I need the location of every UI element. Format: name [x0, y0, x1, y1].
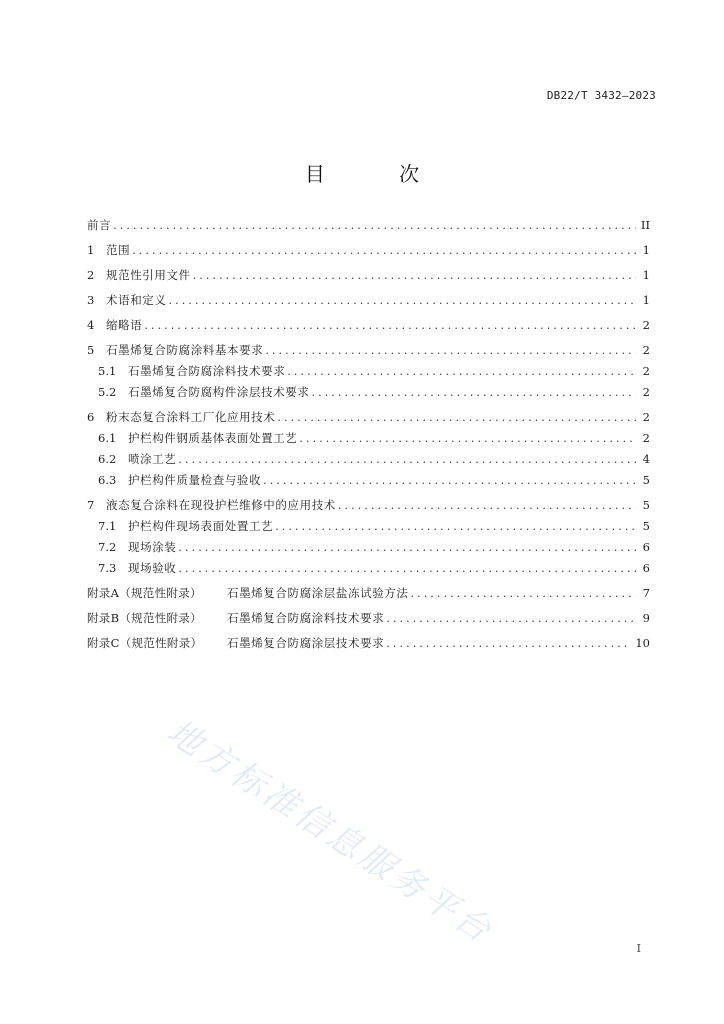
page-number: I: [636, 942, 641, 955]
toc-entry[interactable]: [87, 452, 650, 467]
toc-entry-title: 术语和定义: [106, 293, 167, 307]
toc-entry[interactable]: [87, 498, 650, 513]
toc-entry-title: 前言: [87, 218, 112, 232]
toc-entry-page: 9: [642, 611, 650, 625]
toc-entry[interactable]: [87, 243, 650, 258]
toc-entry-number: 7.2: [98, 540, 117, 554]
toc-leader-dots: [113, 219, 636, 233]
toc-entry-page: 6: [642, 540, 650, 554]
toc-entry-number: 附录A（规范性附录）: [87, 586, 202, 600]
toc-entry-page: 5: [642, 473, 650, 487]
toc-entry-number: 2: [87, 268, 95, 282]
toc-leader-dots: [312, 386, 637, 400]
toc-entry-title: 石墨烯复合防腐涂料技术要求: [227, 611, 385, 625]
toc-entry-number: 5.2: [98, 385, 117, 399]
toc-entry[interactable]: [87, 343, 650, 358]
toc-leader-dots: [287, 365, 636, 379]
toc-entry[interactable]: [87, 218, 650, 233]
toc-entry-title: 缩略语: [106, 318, 143, 332]
toc-entry-number: 7: [87, 498, 95, 512]
toc-entry[interactable]: [87, 431, 650, 446]
toc-entry-number: 1: [87, 243, 95, 257]
toc-entry-title: 护栏构件现场表面处置工艺: [128, 519, 274, 533]
toc-entry[interactable]: [87, 540, 650, 555]
toc-entry[interactable]: [87, 293, 650, 308]
toc-entry-number: 5.1: [98, 364, 117, 378]
toc-entry[interactable]: [87, 268, 650, 283]
table-of-contents: [87, 218, 650, 651]
toc-leader-dots: [144, 319, 636, 333]
toc-entry[interactable]: [87, 519, 650, 534]
document-code: DB22/T 3432—2023: [546, 89, 656, 102]
toc-leader-dots: [386, 637, 631, 651]
toc-entry-page: 7: [642, 586, 650, 600]
toc-entry-page: 2: [642, 431, 650, 445]
toc-entry-number: 附录B（规范性附录）: [87, 611, 202, 625]
toc-entry[interactable]: [87, 385, 650, 400]
toc-entry-page: 2: [642, 410, 650, 424]
toc-entry-title: 喷涂工艺: [128, 452, 177, 466]
toc-entry-page: 2: [642, 385, 650, 399]
page-title: 目 次: [304, 162, 454, 186]
toc-entry-number: 6.2: [98, 452, 117, 466]
toc-entry[interactable]: [87, 611, 650, 626]
toc-entry-number: 7.1: [98, 519, 117, 533]
toc-entry-number: 3: [87, 293, 95, 307]
toc-entry-title: 护栏构件质量检查与验收: [128, 473, 262, 487]
toc-entry[interactable]: [87, 473, 650, 488]
toc-entry-title: 石墨烯复合防腐涂料基本要求: [106, 343, 264, 357]
toc-entry-number: 5: [87, 343, 95, 357]
toc-leader-dots: [263, 474, 636, 488]
toc-entry-title: 规范性引用文件: [106, 268, 191, 282]
toc-entry-page: 1: [642, 243, 650, 257]
toc-entry-page: 6: [642, 561, 650, 575]
toc-entry-number: 6.1: [98, 431, 117, 445]
toc-entry-title: 液态复合涂料在现役护栏维修中的应用技术: [106, 498, 336, 512]
toc-entry-number: 4: [87, 318, 95, 332]
toc-leader-dots: [178, 562, 636, 576]
toc-leader-dots: [265, 344, 636, 358]
toc-entry-page: 2: [642, 318, 650, 332]
toc-entry[interactable]: [87, 586, 650, 601]
toc-entry-title: 石墨烯复合防腐涂层盐冻试验方法: [227, 586, 409, 600]
toc-entry[interactable]: [87, 636, 650, 651]
toc-entry-page: 1: [642, 293, 650, 307]
toc-entry-title: 石墨烯复合防腐涂料技术要求: [128, 364, 286, 378]
toc-leader-dots: [277, 411, 636, 425]
toc-leader-dots: [193, 269, 636, 283]
toc-entry[interactable]: [87, 318, 650, 333]
toc-entry-title: 现场验收: [128, 561, 177, 575]
toc-entry-title: 石墨烯复合防腐构件涂层技术要求: [128, 385, 310, 399]
toc-entry-title: 现场涂装: [128, 540, 177, 554]
toc-entry-page: 1: [642, 268, 650, 282]
toc-entry[interactable]: [87, 364, 650, 379]
toc-entry-title: 护栏构件钢质基体表面处置工艺: [128, 431, 298, 445]
toc-leader-dots: [338, 499, 636, 513]
toc-entry-page: 10: [635, 636, 650, 650]
toc-leader-dots: [275, 520, 636, 534]
toc-leader-dots: [132, 244, 636, 258]
toc-entry-title: 范围: [106, 243, 131, 257]
toc-leader-dots: [299, 432, 636, 446]
toc-entry-page: 2: [642, 364, 650, 378]
toc-entry-page: 5: [642, 498, 650, 512]
watermark: 地方标准信息服务平台: [159, 711, 501, 953]
toc-leader-dots: [386, 612, 636, 626]
toc-leader-dots: [178, 453, 636, 467]
toc-entry-page: 2: [642, 343, 650, 357]
toc-leader-dots: [178, 541, 636, 555]
toc-entry-number: 6: [87, 410, 95, 424]
toc-entry-page: 5: [642, 519, 650, 533]
toc-leader-dots: [169, 294, 637, 308]
toc-entry[interactable]: [87, 561, 650, 576]
toc-entry-title: 粉末态复合涂料工厂化应用技术: [106, 410, 276, 424]
toc-entry-number: 7.3: [98, 561, 117, 575]
toc-entry-number: 附录C（规范性附录）: [87, 636, 203, 650]
toc-entry-page: 4: [642, 452, 650, 466]
toc-entry-number: 6.3: [98, 473, 117, 487]
toc-entry-page: II: [640, 218, 650, 232]
toc-entry-title: 石墨烯复合防腐涂层技术要求: [227, 636, 385, 650]
toc-leader-dots: [411, 587, 637, 601]
toc-entry[interactable]: [87, 410, 650, 425]
